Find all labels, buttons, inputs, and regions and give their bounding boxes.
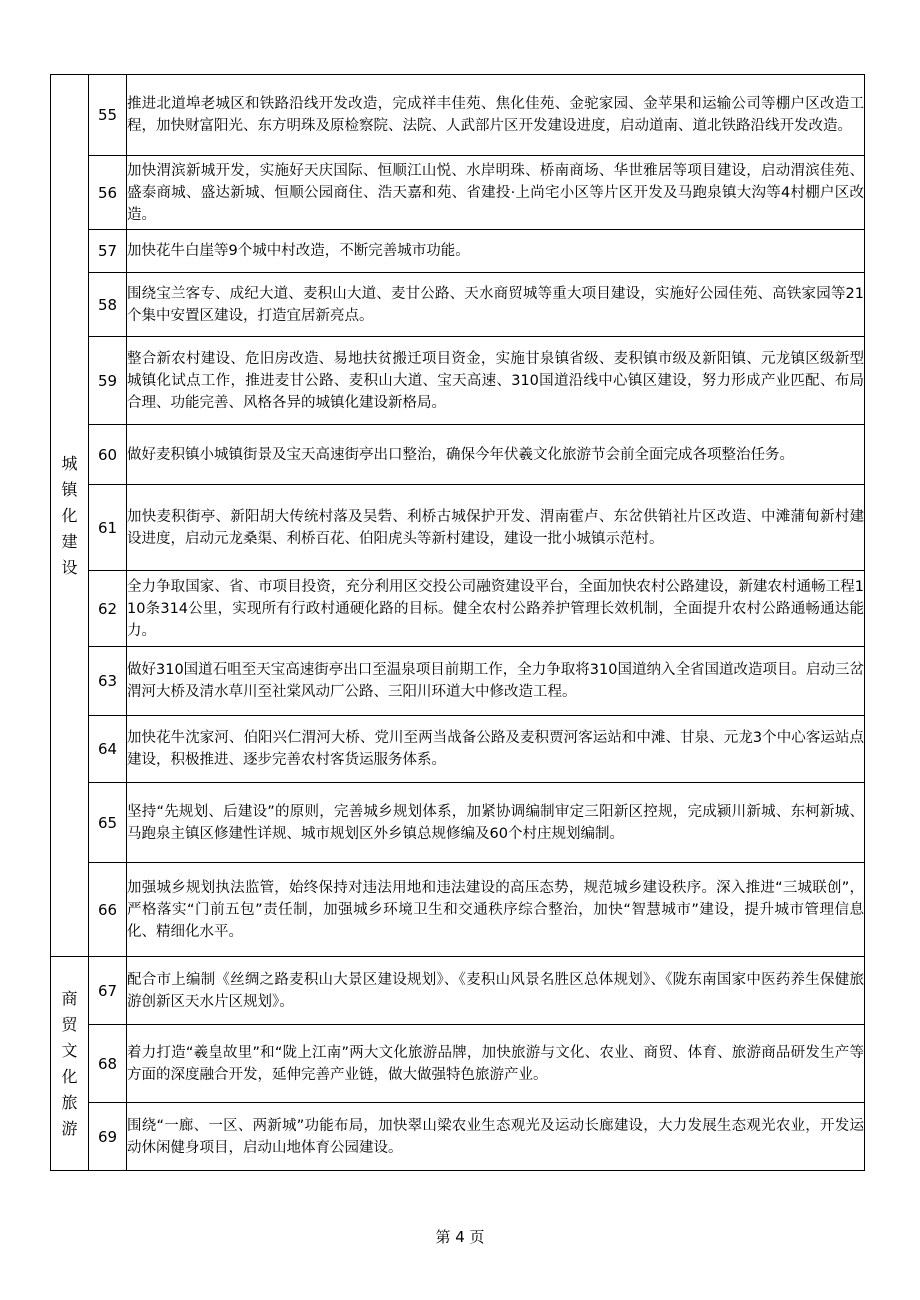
table-row (51, 863, 865, 957)
row-text: 加快花牛白崖等9个城中村改造，不断完善城市功能。 (127, 230, 865, 273)
row-text: 加快渭滨新城开发，实施好天庆国际、恒顺江山悦、水岸明珠、桥南商场、华世雅居等项目建设，启动渭滨佳苑、盛泰商城、盛达新城、恒顺公园商住、浩天嘉和苑、省建投·上尚宅小区等片区开发及马跑泉镇大沟等4村棚户区改造。 (127, 156, 865, 230)
row-number: 66 (89, 863, 127, 957)
table-row (51, 485, 865, 571)
row-number: 63 (89, 647, 127, 716)
table-row (51, 716, 865, 783)
category-label: 商贸文化旅游 (61, 988, 78, 1138)
category-cell-urbanization (51, 75, 89, 957)
row-number: 61 (89, 485, 127, 571)
table-row (51, 1103, 865, 1171)
row-number: 59 (89, 337, 127, 425)
table-row (51, 156, 865, 230)
row-number: 56 (89, 156, 127, 230)
row-text: 全力争取国家、省、市项目投资，充分利用区交投公司融资建设平台，全面加快农村公路建设，新建农村通畅工程110条314公里，实现所有行政村通硬化路的目标。健全农村公路养护管理长效机制，全面提升农村公路通畅通达能力。 (127, 571, 865, 647)
category-cell-commerce-culture-tourism (51, 957, 89, 1171)
row-number: 58 (89, 273, 127, 337)
row-number: 55 (89, 75, 127, 156)
table-row (51, 337, 865, 425)
row-number: 65 (89, 783, 127, 863)
row-number: 67 (89, 957, 127, 1025)
row-text: 围绕“一廊、一区、两新城”功能布局，加快翠山梁农业生态观光及运动长廊建设，大力发展生态观光农业，开发运动休闲健身项目，启动山地体育公园建设。 (127, 1103, 865, 1171)
table-row (51, 273, 865, 337)
table-row (51, 571, 865, 647)
row-text: 着力打造“羲皇故里”和“陇上江南”两大文化旅游品牌，加快旅游与文化、农业、商贸、体育、旅游商品研发生产等方面的深度融合开发，延伸完善产业链，做大做强特色旅游产业。 (127, 1025, 865, 1103)
row-text: 围绕宝兰客专、成纪大道、麦积山大道、麦甘公路、天水商贸城等重大项目建设，实施好公园佳苑、高铁家园等21个集中安置区建设，打造宜居新亮点。 (127, 273, 865, 337)
page-number: 第 4 页 (435, 1228, 485, 1246)
row-number: 68 (89, 1025, 127, 1103)
row-text: 推进北道埠老城区和铁路沿线开发改造，完成祥丰佳苑、焦化佳苑、金驼家园、金苹果和运输公司等棚户区改造工程，加快财富阳光、东方明珠及原检察院、法院、人武部片区开发建设进度，启动道南、道北铁路沿线开发改造。 (127, 75, 865, 156)
row-text: 加快花牛沈家河、伯阳兴仁渭河大桥、党川至两当战备公路及麦积贾河客运站和中滩、甘泉、元龙3个中心客运站点建设，积极推进、逐步完善农村客货运服务体系。 (127, 716, 865, 783)
table-row (51, 647, 865, 716)
table-row (51, 230, 865, 273)
row-number: 62 (89, 571, 127, 647)
category-label: 城镇化建设 (61, 453, 78, 577)
row-text: 加强城乡规划执法监管，始终保持对违法用地和违法建设的高压态势，规范城乡建设秩序。深入推进“三城联创”，严格落实“门前五包”责任制，加强城乡环境卫生和交通秩序综合整治，加快“智慧城市”建设，提升城市管理信息化、精细化水平。 (127, 863, 865, 957)
table-row (51, 75, 865, 156)
table-row (51, 783, 865, 863)
row-text: 坚持“先规划、后建设”的原则，完善城乡规划体系，加紧协调编制审定三阳新区控规，完成颍川新城、东柯新城、马跑泉主镇区修建性详规、城市规划区外乡镇总规修编及60个村庄规划编制。 (127, 783, 865, 863)
table-row (51, 957, 865, 1025)
row-text: 做好310国道石咀至天宝高速街亭出口至温泉项目前期工作，全力争取将310国道纳入全省国道改造项目。启动三岔渭河大桥及清水草川至社棠风动厂公路、三阳川环道大中修改造工程。 (127, 647, 865, 716)
row-text: 加快麦积街亭、新阳胡大传统村落及吴砦、利桥古城保护开发、渭南霍卢、东岔供销社片区改造、中滩蒲甸新村建设进度，启动元龙桑渠、利桥百花、伯阳虎头等新村建设，建设一批小城镇示范村。 (127, 485, 865, 571)
row-text: 配合市上编制《丝绸之路麦积山大景区建设规划》、《麦积山风景名胜区总体规划》、《陇东南国家中医药养生保健旅游创新区天水片区规划》。 (127, 957, 865, 1025)
row-text: 整合新农村建设、危旧房改造、易地扶贫搬迁项目资金，实施甘泉镇省级、麦积镇市级及新阳镇、元龙镇区级新型城镇化试点工作，推进麦甘公路、麦积山大道、宝天高速、310国道沿线中心镇区建设，努力形成产业匹配、布局合理、功能完善、风格各异的城镇化建设新格局。 (127, 337, 865, 425)
table-row (51, 1025, 865, 1103)
table-row (51, 425, 865, 485)
plan-table (50, 74, 865, 1171)
row-number: 60 (89, 425, 127, 485)
row-number: 69 (89, 1103, 127, 1171)
row-number: 57 (89, 230, 127, 273)
row-text: 做好麦积镇小城镇街景及宝天高速街亭出口整治，确保今年伏羲文化旅游节会前全面完成各项整治任务。 (127, 425, 865, 485)
row-number: 64 (89, 716, 127, 783)
